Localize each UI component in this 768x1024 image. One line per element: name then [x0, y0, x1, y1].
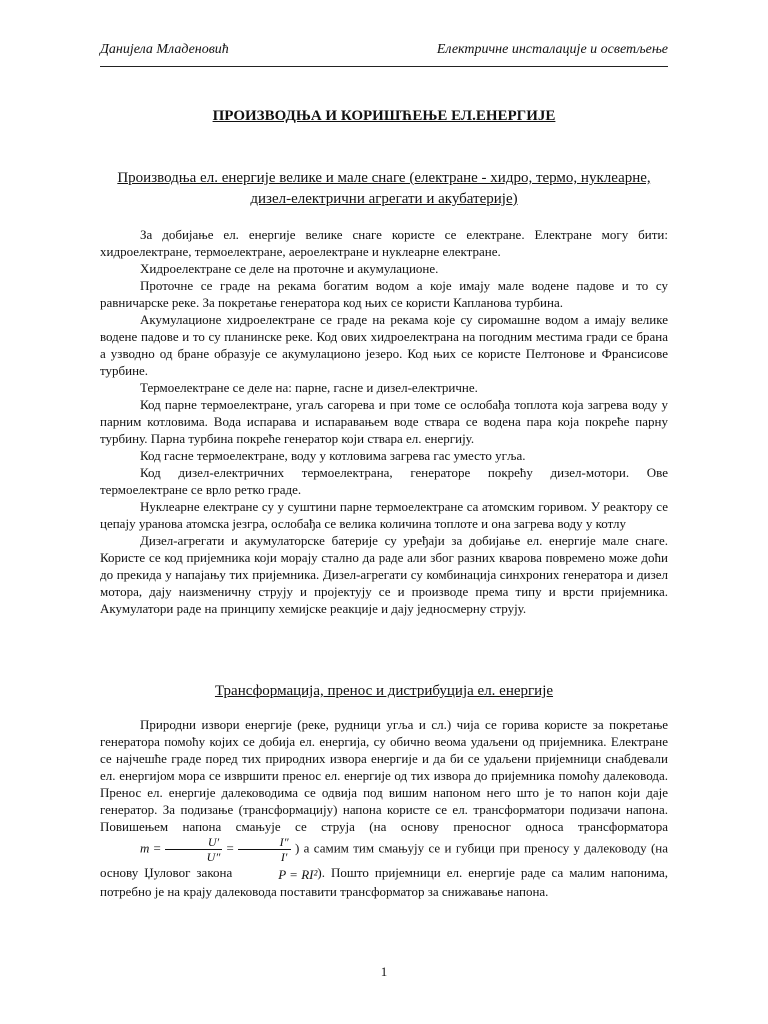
page-number: 1 — [380, 964, 388, 979]
page-header — [100, 40, 668, 67]
transformer-ratio-formula — [100, 835, 291, 864]
paragraph: Код дизел-електричних термоелектрана, генераторе покрећу дизел-мотори. Ове термоелектране се врло ретко граде. — [100, 465, 668, 497]
formula-equals: = — [225, 840, 235, 856]
paragraph: Термоелектране се деле на: парне, гасне и дизел-електричне. — [140, 380, 478, 395]
fraction-voltage — [165, 835, 223, 864]
fraction-numerator: I″ — [238, 835, 291, 850]
paragraph: За добијање ел. енергије велике снаге користе се електране. Електране могу бити: хидроелектране, термоелектране, аероелектране и нуклеарне електране. — [100, 227, 668, 259]
document-title: ПРОИЗВОДЊА И КОРИШЋЕЊЕ ЕЛ.ЕНЕРГИЈЕ — [212, 108, 556, 124]
header-author: Даниjела Младеновић — [100, 42, 229, 57]
paragraph — [100, 716, 668, 900]
fraction-numerator: U′ — [165, 835, 223, 850]
section1-heading: Производња ел. енергије велике и мале снаге (електране - хидро, термо, нуклеарне, дизел-електрични агрегати и акубатерије) — [117, 170, 651, 207]
text-segment: Природни извори енергије (реке, рудници угља и сл.) чија се горива користе за покретање генератора помоћу којих се добија ел. енергија, су обично веома удаљени од пријемника. Електране се најчешће граде поред тих природних извора енергије и да би се удаљени пријемници снабдевали ел. енергијом мора се извршити пренос ел. енергије од тих извора до пријемника помоћу далековода. Пренос ел. енергије далеководима се одвија под вишим напоном него што је то напон који даје генератор. За подизање (трансформацију) напона користе се ел. трансформатори подизачи напона. Повишењем напона смањује се струја (на основу преносног односа трансформатора — [100, 717, 668, 834]
fraction-denominator: U″ — [206, 850, 221, 864]
text-segment: ) а самим тим смањују се и губици при преносу у далеководу (на основу Џуловог закона — [100, 840, 669, 880]
paragraph: Проточне се граде на рекама богатим водом а које имају мале водене падове и то су равничарске реке. За покретање генератора код њих се користи Капланова турбина. — [100, 278, 668, 310]
paragraph: Хидроелектране се деле на проточне и акумулационе. — [140, 261, 439, 276]
text-segment: ). Пошто пријемници ел. енергије раде са малим напонима, потребно је на крају далековода поставити трансформатор за снижавање напона. — [100, 865, 668, 899]
formula-lhs: m = — [140, 840, 162, 856]
paragraph: Нуклеарне електране су у суштини парне термоелектране са атомским горивом. У реактору се цепају уранова атомска језгра, ослобађа се велика количина топлоте и она загрева воду у котлу — [100, 499, 668, 531]
paragraph: Код гасне термоелектране, воду у котловима загрева гас уместо угља. — [140, 448, 526, 463]
fraction-current — [238, 835, 291, 864]
section2-heading: Трансформација, пренос и дистрибуција ел. енергије — [214, 683, 554, 699]
section2-body — [100, 716, 668, 900]
paragraph: Код парне термоелектране, угаљ сагорева и при томе се ослобађа топлота која загрева воду у парним котловима. Вода испарава и испаравањем воде ствара се водена пара која покреће парну турбину. Парна турбина покреће генератор који ствара ел. енергију. — [100, 397, 668, 446]
section1-body — [100, 226, 668, 617]
paragraph: Акумулационе хидроелектране се граде на рекама које су сиромашне водом а имају велике водене падове и то су планинске реке. Код ових хидроелектрана на погодним местима гради се брана а узводно од бране образује се акумулационо језеро. Код њих се користе Пелтонове и Франсисове турбине. — [100, 312, 668, 378]
fraction-denominator: I′ — [280, 850, 288, 864]
paragraph: Дизел-агрегати и акумулаторске батерије су уређаји за добијање ел. енергије мале снаге. Користе се код пријемника који морају стално да раде али због разних кварова повремено може доћи до прекида у напајању тих пријемника. Дизел-агрегати су комбинација синхроних генератора и дизел мотора, дају наизменичну струју и пројектују се и производе према типу и врсти пријемника. Акумулатори раде на принципу хемијске реакције и дају једносмерну струју. — [100, 533, 668, 616]
header-subject: Електричне инсталације и осветљење — [436, 42, 668, 57]
joule-law-formula: P = RI² — [278, 866, 318, 882]
